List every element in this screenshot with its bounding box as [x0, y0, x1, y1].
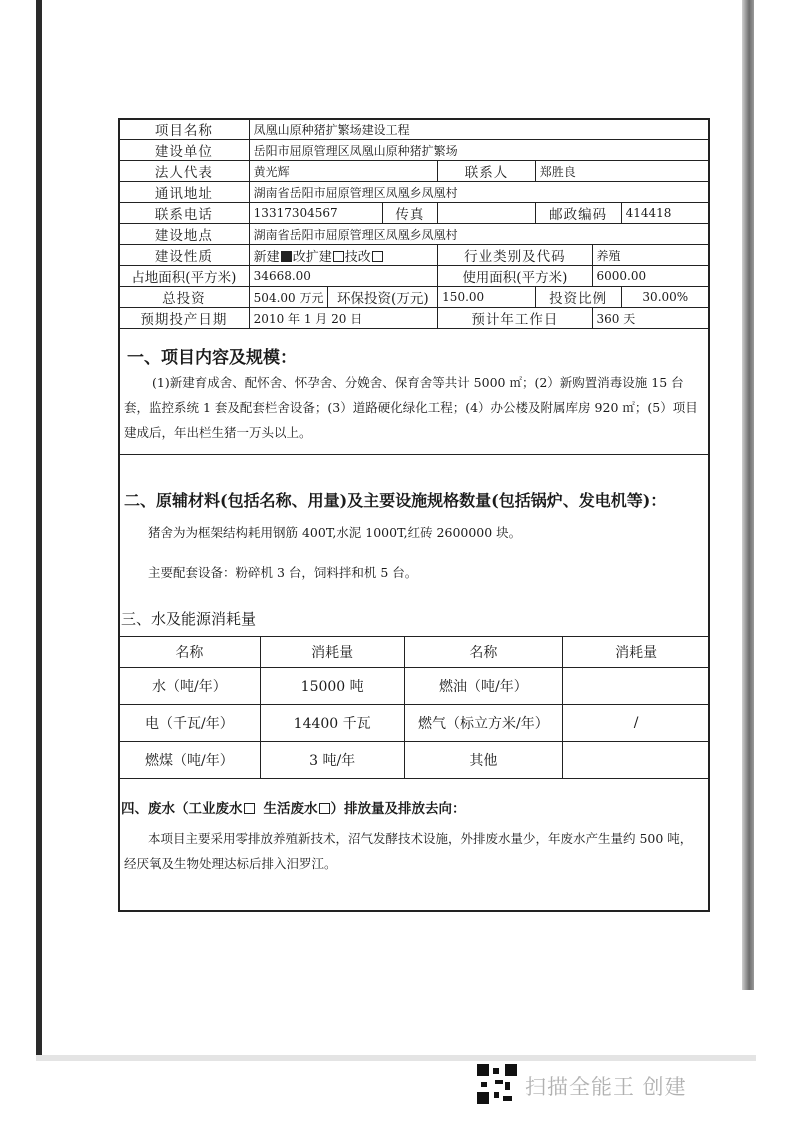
energy-cell: 燃气（标立方米/年）	[404, 705, 563, 742]
row-phone	[119, 203, 710, 224]
row-investment	[119, 287, 710, 308]
start-date-label: 预期投产日期	[119, 308, 250, 329]
fax-label: 传真	[382, 203, 438, 224]
workdays-label: 预计年工作日	[438, 308, 592, 329]
start-date-value: 2010 年 1 月 20 日	[249, 308, 438, 329]
section4-title-a: 四、废水（工业废水	[121, 801, 243, 817]
ratio-value: 30.00%	[621, 287, 709, 308]
row-area	[119, 266, 710, 287]
address-label: 通讯地址	[119, 182, 250, 203]
energy-cell: 电（千瓦/年）	[119, 705, 261, 742]
row-project-name	[119, 119, 710, 140]
energy-cell: 3 吨/年	[260, 742, 404, 779]
table-row	[119, 705, 710, 742]
row-address	[119, 182, 710, 203]
project-name-value: 凤凰山原种猪扩繁场建设工程	[249, 119, 709, 140]
scan-edge-left	[36, 0, 42, 1060]
investment-value: 504.00 万元	[249, 287, 328, 308]
energy-cell: 燃煤（吨/年）	[119, 742, 261, 779]
env-investment-value: 150.00	[438, 287, 536, 308]
energy-consumption-table	[118, 636, 710, 779]
nature-tech-checkbox[interactable]	[372, 251, 383, 262]
nature-options	[249, 245, 438, 266]
row-builder	[119, 140, 710, 161]
energy-cell: 14400 千瓦	[260, 705, 404, 742]
section4-body: 本项目主要采用零排放养殖新技术，沼气发酵技术设施，外排废水量少，年废水产生量约 500 吨，经厌氧及生物处理达标后排入汨罗江。	[124, 831, 693, 871]
nature-label: 建设性质	[119, 245, 250, 266]
section-divider-1	[118, 454, 710, 455]
scan-edge-bottom	[36, 1055, 756, 1061]
row-nature	[119, 245, 710, 266]
section2-line1: 猪舍为为框架结构耗用钢筋 400T,水泥 1000T,红砖 2600000 块。	[148, 525, 522, 540]
row-legal-rep	[119, 161, 710, 182]
site-label: 建设地点	[119, 224, 250, 245]
section4-title	[121, 797, 466, 817]
energy-header-consumption: 消耗量	[563, 637, 710, 668]
contact-label: 联系人	[438, 161, 536, 182]
energy-cell: 水（吨/年）	[119, 668, 261, 705]
section4-title-b: 生活废水	[263, 801, 318, 817]
project-info-table	[118, 118, 710, 329]
use-area-label: 使用面积(平方米)	[438, 266, 592, 287]
nature-new-checkbox-checked[interactable]	[281, 251, 292, 262]
workdays-value: 360 天	[592, 308, 710, 329]
nature-tech-label: 技改	[344, 249, 371, 265]
energy-cell: /	[563, 705, 710, 742]
energy-header-name: 名称	[404, 637, 563, 668]
scan-edge-right	[742, 0, 754, 990]
investment-label: 总投资	[119, 287, 250, 308]
ratio-label: 投资比例	[535, 287, 621, 308]
table-row	[119, 668, 710, 705]
builder-value: 岳阳市屈原管理区凤凰山原种猪扩繁场	[249, 140, 709, 161]
table-row	[119, 742, 710, 779]
legal-rep-value: 黄光辉	[249, 161, 438, 182]
energy-cell	[563, 668, 710, 705]
scanner-watermark: 扫描全能王 创建	[525, 1075, 687, 1099]
builder-label: 建设单位	[119, 140, 250, 161]
energy-header-consumption: 消耗量	[260, 637, 404, 668]
nature-new-label: 新建	[253, 249, 280, 265]
section2-title: 二、原辅材料(包括名称、用量)及主要设施规格数量(包括锅炉、发电机等)：	[124, 491, 667, 510]
fax-value	[438, 203, 536, 224]
postcode-label: 邮政编码	[535, 203, 621, 224]
use-area-value: 6000.00	[592, 266, 710, 287]
industry-value: 养殖	[592, 245, 710, 266]
row-site	[119, 224, 710, 245]
energy-cell: 15000 吨	[260, 668, 404, 705]
section4-title-c: ）排放量及排放去向：	[330, 801, 466, 817]
section3-title: 三、水及能源消耗量	[121, 610, 257, 628]
phone-label: 联系电话	[119, 203, 250, 224]
row-start-date	[119, 308, 710, 329]
area-value: 34668.00	[249, 266, 438, 287]
energy-header-row	[119, 637, 710, 668]
domestic-wastewater-checkbox[interactable]	[319, 803, 330, 814]
energy-cell	[563, 742, 710, 779]
nature-expand-checkbox[interactable]	[333, 251, 344, 262]
energy-cell: 其他	[404, 742, 563, 779]
energy-header-name: 名称	[119, 637, 261, 668]
area-label: 占地面积(平方米)	[119, 266, 250, 287]
section1-body: (1)新建育成舍、配怀舍、怀孕舍、分娩舍、保育舍等共计 5000 ㎡；(2）新购置消毒设施 15 台套，监控系统 1 套及配套栏舍设备；(3）道路硬化绿化工程；(4）办公楼及附属库房 920 ㎡；(5）项目建成后，年出栏生猪一万头以上。	[124, 375, 698, 440]
industry-label: 行业类别及代码	[438, 245, 592, 266]
phone-value: 13317304567	[249, 203, 382, 224]
industrial-wastewater-checkbox[interactable]	[244, 803, 255, 814]
qr-code-icon	[477, 1064, 517, 1104]
project-name-label: 项目名称	[119, 119, 250, 140]
env-investment-label: 环保投资(万元)	[328, 287, 438, 308]
legal-rep-label: 法人代表	[119, 161, 250, 182]
contact-value: 郑胜良	[535, 161, 709, 182]
nature-expand-label: 改扩建	[292, 249, 332, 265]
postcode-value: 414418	[621, 203, 709, 224]
address-value: 湖南省岳阳市屈原管理区凤凰乡凤凰村	[249, 182, 709, 203]
section2-line2: 主要配套设备：粉碎机 3 台，饲料拌和机 5 台。	[148, 565, 418, 580]
energy-cell: 燃油（吨/年）	[404, 668, 563, 705]
site-value: 湖南省岳阳市屈原管理区凤凰乡凤凰村	[249, 224, 709, 245]
section1-title: 一、项目内容及规模：	[127, 348, 297, 368]
